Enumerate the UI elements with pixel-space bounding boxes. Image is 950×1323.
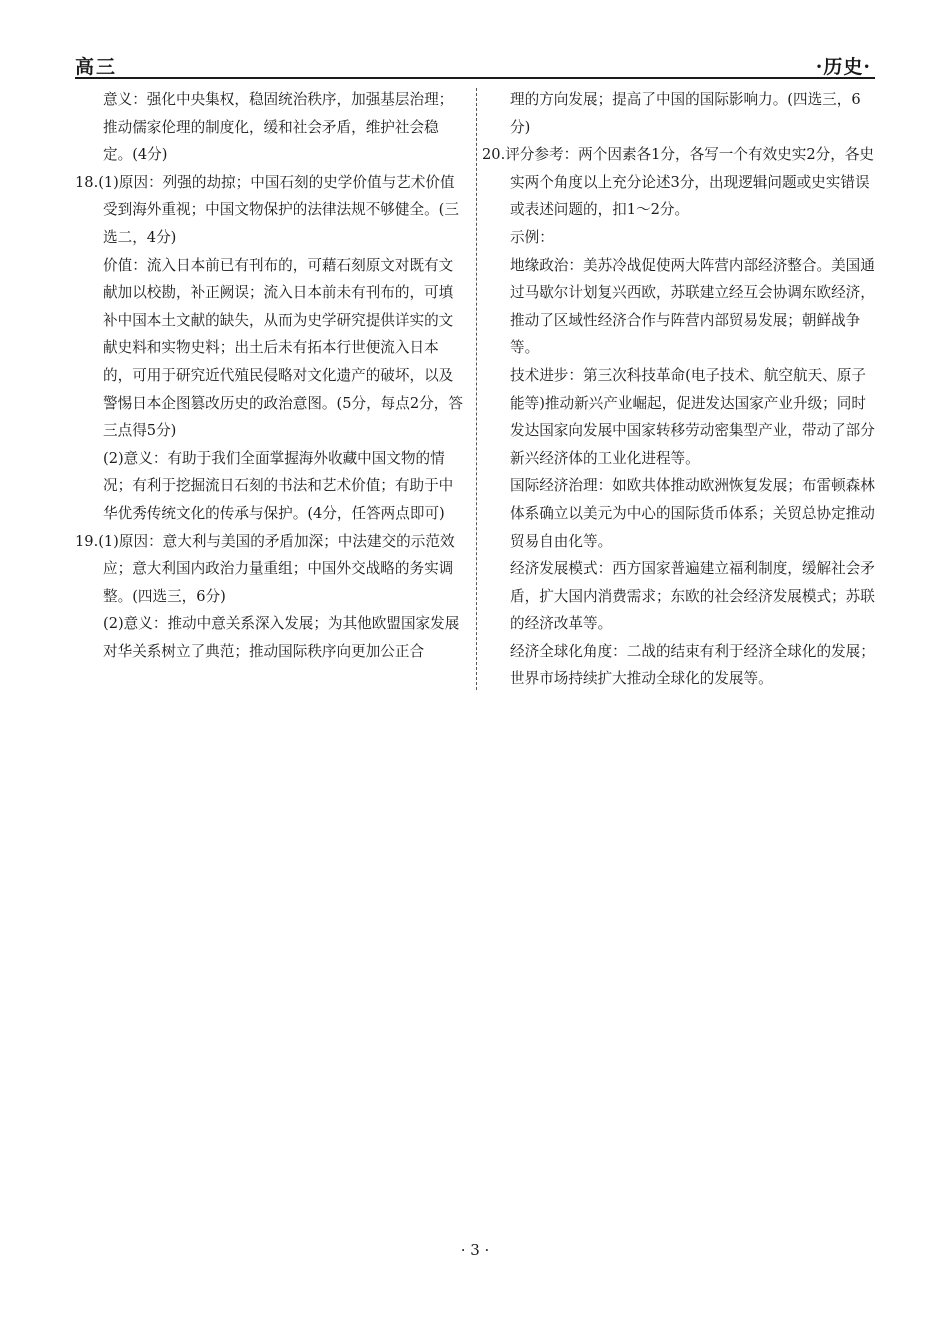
answer-paragraph: 示例：	[510, 228, 554, 246]
grade-label: 高三	[75, 56, 118, 78]
answer-paragraph: 19.(1)原因：意大利与美国的矛盾加深；中法建交的示范效应；意大利国内政治力量重组；中国外交战略的务实调整。(四选三，6分)	[75, 532, 455, 605]
answer-paragraph: 18.(1)原因：列强的劫掠；中国石刻的史学价值与艺术价值受到海外重视；中国文物保护的法律法规不够健全。(三选二，4分)	[75, 173, 459, 246]
answer-paragraph: 理的方向发展；提高了中国的国际影响力。(四选三，6分)	[510, 91, 861, 136]
answer-paragraph: 技术进步：第三次科技革命(电子技术、航空航天、原子能等)推动新兴产业崛起，促进发达国家产业升级；同时发达国家向发展中国家转移劳动密集型产业，带动了部分新兴经济体的工业化进程等。	[510, 366, 875, 467]
subject-label: ·历史·	[815, 56, 871, 78]
answer-paragraph: 经济全球化角度：二战的结束有利于经济全球化的发展；世界市场持续扩大推动全球化的发展等。	[510, 642, 875, 688]
page-number: · 3 ·	[460, 1241, 490, 1259]
left-column	[75, 86, 465, 665]
answer-paragraph: 意义：强化中央集权，稳固统治秩序，加强基层治理；推动儒家伦理的制度化，缓和社会矛盾，维护社会稳定。(4分)	[103, 91, 454, 164]
answer-paragraph: (2)意义：有助于我们全面掌握海外收藏中国文物的情况；有利于挖掘流日石刻的书法和艺术价值；有助于中华优秀传统文化的传承与保护。(4分，任答两点即可)	[103, 449, 454, 522]
header-rule	[75, 77, 875, 79]
answer-paragraph: 经济发展模式：西方国家普遍建立福利制度，缓解社会矛盾，扩大国内消费需求；东欧的社会经济发展模式；苏联的经济改革等。	[510, 560, 875, 633]
answer-paragraph: 国际经济治理：如欧共体推动欧洲恢复发展；布雷顿森林体系确立以美元为中心的国际货币体系；关贸总协定推动贸易自由化等。	[510, 477, 875, 550]
right-column	[482, 86, 877, 693]
answer-paragraph: (2)意义：推动中意关系深入发展；为其他欧盟国家发展对华关系树立了典范；推动国际秩序向更加公正合	[103, 615, 460, 660]
answer-paragraph: 20.评分参考：两个因素各1分，各写一个有效史实2分，各史实两个角度以上充分论述3分，出现逻辑问题或史实错误或表述问题的，扣1～2分。	[482, 146, 875, 219]
page-header	[75, 52, 875, 78]
answer-paragraph: 价值：流入日本前已有刊布的，可藉石刻原文对既有文献加以校勘，补正阙误；流入日本前未有刊布的，可填补中国本土文献的缺失，从而为史学研究提供详实的文献史料和实物史料；出土后未有拓本行世便流入日本的，可用于研究近代殖民侵略对文化遗产的破坏，以及警惕日本企图篡改历史的政治意图。(5分，每点2分，答三点得5分)	[103, 256, 463, 440]
answer-paragraph: 地缘政治：美苏冷战促使两大阵营内部经济整合。美国通过马歇尔计划复兴西欧，苏联建立经互会协调东欧经济，推动了区域性经济合作与阵营内部贸易发展；朝鲜战争等。	[510, 256, 875, 357]
column-divider	[476, 88, 477, 690]
